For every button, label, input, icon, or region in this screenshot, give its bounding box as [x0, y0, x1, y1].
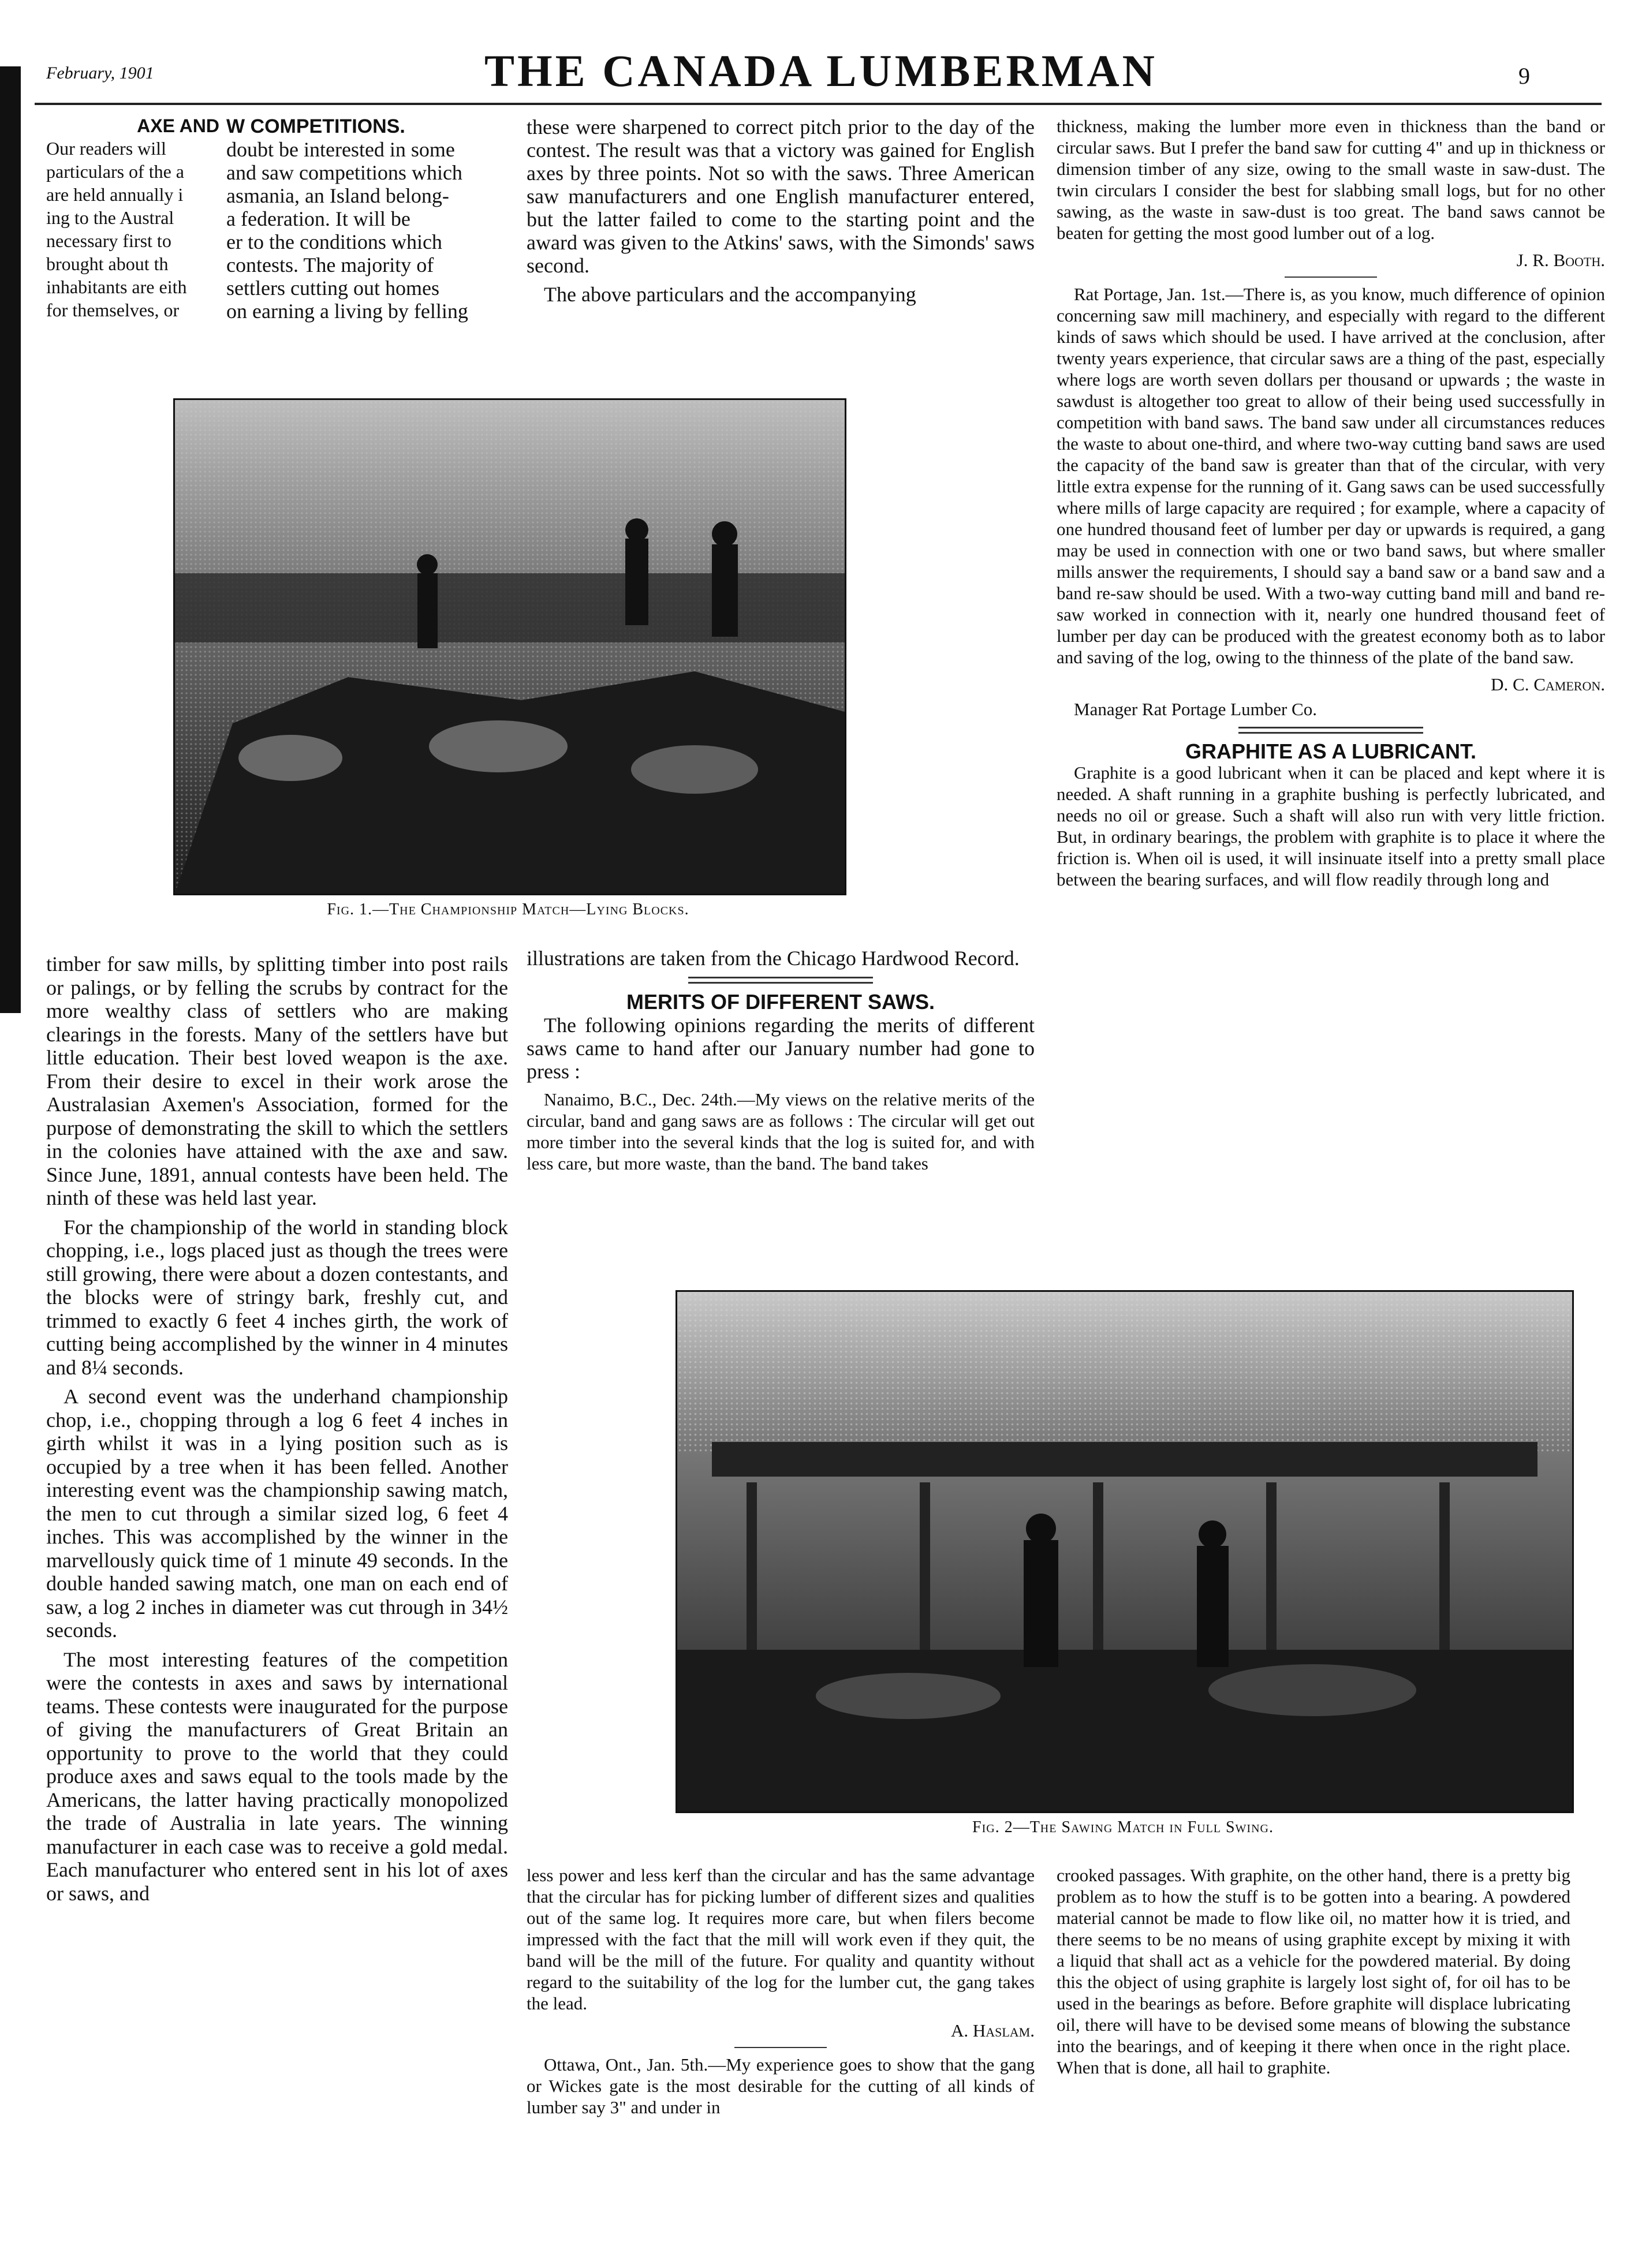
col2-top-line: contests. The majority of	[226, 253, 434, 277]
col1-top	[46, 115, 219, 322]
fig1-photo	[173, 398, 846, 895]
col1-top-line: particulars of the a	[46, 161, 184, 182]
header-rule	[35, 103, 1602, 105]
graphite-continued: crooked passages. With graphite, on the other hand, there is a pretty big problem as to how the stuff is to be gotten into a bearing. A powdered material cannot be made to flow like oil, no matter how it is tried, and there seems to be no means of using graphite except by mixing it with a liquid that shall act as a vehicle for the powdered material. By doing this the object of using graphite is largely lost sight of, for oil has to be used in the bearings as before. Before graphite will displace lubricating oil, there will have to be devised some means of blowing the substance into the bearings, and of keeping it there when once in the right place. When that is done, all hail to graphite.	[1057, 1865, 1570, 2078]
col1-top-line: are held annually i	[46, 184, 184, 205]
fig2-halftone	[677, 1292, 1572, 1811]
col4-top	[1057, 115, 1605, 896]
col1-paragraph: For the championship of the world in standing block chopping, i.e., logs placed just as though the trees were still growing, there were about a dozen contestants, and the blocks were of stringy bark, freshly cut, and trimmed to exactly 6 feet 4 inches girth, the work of cutting being accomplished by the winner in 4 minutes and 8¼ seconds.	[46, 1215, 508, 1379]
booth-signature: J. R. Booth.	[1516, 250, 1605, 270]
col3-top	[527, 115, 1035, 312]
col2-top-heading: W COMPETITIONS.	[226, 115, 405, 137]
haslam-signature: A. Haslam.	[950, 2020, 1035, 2041]
cameron-signature: D. C. Cameron.	[1491, 674, 1605, 694]
col1-paragraph: A second event was the underhand championship chop, i.e., chopping through a log 6 feet 4 inches in girth whilst it was in a lying position such as is occupied by a tree when it has been felled. Another interesting event was the championship sawing match, the men to cut through a similar sized log, 6 feet 4 inches. This was accomplished by the winner in the marvellously quick time of 1 minute 49 seconds. In the double handed sawing match, one man on each end of saw, a log 2 inches in diameter was cut through in 34½ seconds.	[46, 1385, 508, 1642]
page-edge-bar	[0, 66, 21, 1013]
graphite-heading: GRAPHITE AS A LUBRICANT.	[1185, 739, 1476, 763]
col2-top	[226, 115, 509, 323]
letter-divider	[734, 2047, 827, 2048]
graphite-paragraph: Graphite is a good lubricant when it can be placed and kept where it is needed. A shaft running in a graphite bushing is perfectly lubricated, and needs no oil or grease. Such a shaft will also run with very little friction. But, in ordinary bearings, the problem with graphite is to place it where the friction is. When oil is used, it will insinuate itself into a pretty small place between the bearing surfaces, and will flow readily through long and	[1057, 763, 1605, 890]
col1-paragraph: timber for saw mills, by splitting timber into post rails or palings, or by felling the scrubs by contract for the more wealthy class of settlers who are making clearings in the forests. Many of the settlers have but little education. Their best loved weapon is the axe. From their desire to excel in their work arose the Australasian Axemen's Association, formed for the purpose of demonstrating the skill to which the settlers in the colonies have attained with the axe and saw. Since June, 1891, annual contests have been held. The ninth of these was held last year.	[46, 952, 508, 1209]
col1-top-line: necessary first to	[46, 230, 171, 251]
col1-top-line: brought about th	[46, 253, 169, 274]
col3-paragraph: these were sharpened to correct pitch prior to the day of the contest. The result was that a victory was gained for English axes by three points. Not so with the saws. Three American saw manufacturers and one English manufacturer entered, but the latter failed to come to the starting point and the award was given to the Atkins' saws, with the Simonds' saws second.	[527, 115, 1035, 277]
col1-body	[46, 952, 508, 1911]
col1-paragraph: The most interesting features of the competition were the contests in axes and saws by international teams. These contests were inaugurated for the purpose of giving the manufacturers of Great Britain an opportunity to prove to the world that they could produce axes and saws equal to the tools made by the Americans, the latter having practically monopolized the trade of Australia in late years. The winning manufacturer in each case was to receive a gold medal. Each manufacturer who entered sent in his lot of axes or saws, and	[46, 1647, 508, 1905]
fig2-photo	[676, 1290, 1574, 1813]
merits-lead: The following opinions regarding the merits of different saws came to hand after our January number had gone to press :	[527, 1014, 1035, 1083]
issue-date: February, 1901	[46, 63, 154, 83]
col1-top-line: inhabitants are eith	[46, 277, 187, 297]
fig1-halftone	[175, 400, 845, 894]
col1-top-line: ing to the Austral	[46, 207, 174, 228]
section-rule	[688, 977, 873, 984]
masthead: THE CANADA LUMBERMAN	[484, 46, 1158, 96]
col1-top-line: for themselves, or	[46, 300, 180, 320]
section-rule	[1238, 727, 1423, 734]
bottom-col3	[1057, 1865, 1570, 2084]
col2-top-line: doubt be interested in some	[226, 138, 455, 161]
cameron-title: Manager Rat Portage Lumber Co.	[1074, 699, 1317, 719]
ottawa-letter: Ottawa, Ont., Jan. 5th.—My experience goes to show that the gang or Wickes gate is the most desirable for the cutting of all kinds of lumber say 3" and under in	[527, 2054, 1035, 2117]
rat-portage-letter: Rat Portage, Jan. 1st.—There is, as you know, much difference of opinion concerning saw mill machinery, and especially with regard to the different kinds of saws which should be used. I have arrived at the conclusion, after twenty years experience, that circular saws are a thing of the past, especially where logs are worth seven dollars per thousand or upwards ; the waste in sawdust is altogether too great to allow of their being used successfully in competition with band saws. The band saw under all circumstances reduces the waste to about one-third, and where two-way cutting band saws are used the capacity of the band saw is greater than that of the circular, with very little extra expense for the running of it. Gang saws can be used successfully where mills of large capacity are required ; for example, where a capacity of one hundred thousand feet of lumber per day or upwards is required, a gang may be used in connection with one or two band saws, but where smaller mills answer the requirements, I should say a band saw or a band saw and a band re-saw should be used. With a two-way cutting band mill and band re-saw worked in connection with it, nearly one hundred thousand feet of lumber per day can be produced with the greatest economy both as to labor and saving of the log, owing to the thinness of the plate of the band saw.	[1057, 284, 1605, 667]
col2-top-line: on earning a living by felling	[226, 300, 468, 323]
col2-top-line: er to the conditions which	[226, 230, 442, 253]
merits-heading: MERITS OF DIFFERENT SAWS.	[626, 990, 935, 1014]
page-number: 9	[1518, 63, 1530, 89]
nanaimo-letter: Nanaimo, B.C., Dec. 24th.—My views on the relative merits of the circular, band and gang saws are as follows : The circular will get out more timber into the several kinds that the log is suited for, and with less care, but more waste, than the band. The band takes	[527, 1089, 1035, 1174]
col3-paragraph: The above particulars and the accompanying	[544, 283, 916, 306]
col2-top-line: settlers cutting out homes	[226, 277, 439, 300]
col2-top-line: and saw competitions which	[226, 161, 462, 184]
booth-letter: thickness, making the lumber more even in thickness than the band or circular saws. But I prefer the band saw for cutting 4" and up in thickness or dimension timber of any size, owing to the small waste in saw-dust. The twin circulars I consider the best for slabbing small logs, but for no other sawing, as the waste in saw-dust is too great. The band saws cannot be beaten for getting the most good lumber out of a log.	[1057, 116, 1605, 243]
bottom-col2	[527, 1865, 1035, 2124]
letter-divider	[1285, 277, 1377, 278]
col1-top-heading: AXE AND	[137, 115, 219, 136]
col2-top-line: a federation. It will be	[226, 207, 410, 230]
col2-top-line: asmania, an Island belong-	[226, 184, 449, 207]
col1-top-line: Our readers will	[46, 138, 166, 159]
col2-body	[527, 947, 1035, 1180]
fig2-caption: Fig. 2—The Sawing Match in Full Swing.	[972, 1818, 1274, 1836]
col2-intro: illustrations are taken from the Chicago Hardwood Record.	[527, 947, 1020, 970]
fig1-caption: Fig. 1.—The Championship Match—Lying Blocks.	[327, 901, 689, 918]
haslam-letter: less power and less kerf than the circular and has the same advantage that the circular has for picking lumber of different sizes and qualities out of the same log. It requires more care, but when filers become impressed with the fact that the mill will work even if they quit, the band will be the mill of the future. For quality and quantity without regard to the suitability of the log for the lumber cut, the gang takes the lead.	[527, 1865, 1035, 2013]
